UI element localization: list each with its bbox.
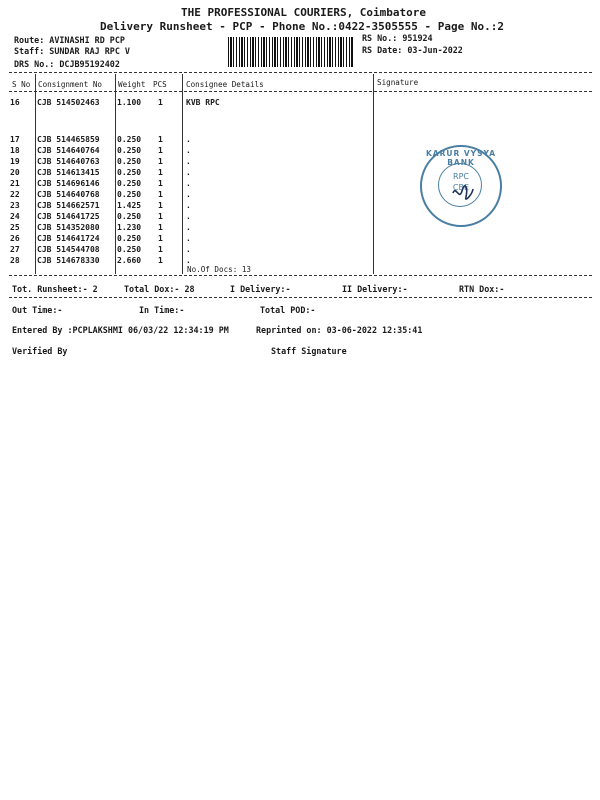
- stamp-ring-text: KARUR VYSYA BANK: [425, 149, 497, 167]
- row-sno: 21: [10, 179, 20, 188]
- row-details: .: [186, 168, 191, 177]
- row-sno: 26: [10, 234, 20, 243]
- row-consignment: CJB 514352080: [37, 223, 100, 232]
- row-details: .: [186, 234, 191, 243]
- row-consignment: CJB 514641724: [37, 234, 100, 243]
- row-pcs: 1: [158, 168, 163, 177]
- row-weight: 1.100: [117, 98, 142, 107]
- row-pcs: 1: [158, 201, 163, 210]
- col-divider: [182, 74, 183, 274]
- row-consignment: CJB 514640768: [37, 190, 100, 199]
- stamp-line-rpc: RPC: [453, 172, 469, 181]
- row-sno: 20: [10, 168, 20, 177]
- row-consignment: CJB 514544708: [37, 245, 100, 254]
- row-weight: 0.250: [117, 245, 142, 254]
- col-header-weight: Weight: [118, 80, 146, 89]
- row-weight: 0.250: [117, 190, 142, 199]
- rs-date: RS Date: 03-Jun-2022: [362, 45, 463, 55]
- total-dox: Total Dox:- 28: [124, 284, 195, 294]
- row-consignment: CJB 514678330: [37, 256, 100, 265]
- rtn-dox: RTN Dox:-: [459, 284, 505, 294]
- row-consignment: CJB 514465859: [37, 135, 100, 144]
- row-details: .: [186, 201, 191, 210]
- col-header-consignee: Consignee Details: [186, 80, 264, 89]
- table-bottom-rule: [9, 275, 592, 276]
- row-weight: 0.250: [117, 168, 142, 177]
- row-weight: 0.250: [117, 179, 142, 188]
- row-weight: 0.250: [117, 234, 142, 243]
- row-consignment: CJB 514640764: [37, 146, 100, 155]
- row-details: .: [186, 135, 191, 144]
- table-top-rule: [9, 72, 592, 73]
- staff-signature: Staff Signature: [271, 346, 347, 356]
- row-pcs: 1: [158, 212, 163, 221]
- tot-runsheet: Tot. Runsheet:- 2: [12, 284, 98, 294]
- row-details: .: [186, 157, 191, 166]
- row-sno: 28: [10, 256, 20, 265]
- col-divider: [35, 74, 36, 274]
- out-time: Out Time:-: [12, 305, 63, 315]
- row-sno: 22: [10, 190, 20, 199]
- reprinted-on: Reprinted on: 03-06-2022 12:35:41: [256, 325, 423, 335]
- row-weight: 1.230: [117, 223, 142, 232]
- runsheet-title: Delivery Runsheet - PCP - Phone No.:0422-3505555 - Page No.:2: [100, 20, 504, 33]
- row-sno: 23: [10, 201, 20, 210]
- row-weight: 0.250: [117, 146, 142, 155]
- in-time: In Time:-: [139, 305, 185, 315]
- row-sno: 24: [10, 212, 20, 221]
- row-pcs: 1: [158, 146, 163, 155]
- rs-number: RS No.: 951924: [362, 33, 433, 43]
- row-consignment: CJB 514662571: [37, 201, 100, 210]
- row-sno: 18: [10, 146, 20, 155]
- row-sno: 16: [10, 98, 20, 107]
- row-consignment: CJB 514613415: [37, 168, 100, 177]
- row-consignment: CJB 514641725: [37, 212, 100, 221]
- totals-rule: [9, 297, 592, 298]
- row-pcs: 1: [158, 98, 163, 107]
- total-pod: Total POD:-: [260, 305, 316, 315]
- company-title: THE PROFESSIONAL COURIERS, Coimbatore: [181, 6, 427, 19]
- stamp-line-cbe: CBE: [452, 183, 470, 192]
- col-header-pcs: PCS: [153, 80, 167, 89]
- row-pcs: 1: [158, 223, 163, 232]
- row-sno: 27: [10, 245, 20, 254]
- row-details: .: [186, 190, 191, 199]
- col-header-sno: S No: [12, 80, 31, 89]
- col-header-consignment: Consignment No: [38, 80, 103, 89]
- col-divider: [115, 74, 116, 274]
- row-weight: 1.425: [117, 201, 142, 210]
- row-pcs: 1: [158, 157, 163, 166]
- row-pcs: 1: [158, 190, 163, 199]
- row-sno: 17: [10, 135, 20, 144]
- col-divider: [373, 74, 374, 274]
- verified-by: Verified By: [12, 346, 68, 356]
- row-sno: 19: [10, 157, 20, 166]
- barcode: [228, 37, 354, 67]
- ii-delivery: II Delivery:-: [342, 284, 408, 294]
- row-details: .: [186, 245, 191, 254]
- row-consignment: CJB 514696146: [37, 179, 100, 188]
- signature-scribble-icon: [450, 183, 476, 205]
- row-details: .: [186, 146, 191, 155]
- row-consignment: CJB 514502463: [37, 98, 100, 107]
- row-pcs: 1: [158, 135, 163, 144]
- i-delivery: I Delivery:-: [230, 284, 291, 294]
- col-header-signature: Signature: [377, 78, 419, 87]
- row-sno: 25: [10, 223, 20, 232]
- row-pcs: 1: [158, 179, 163, 188]
- row-pcs: 1: [158, 234, 163, 243]
- row-weight: 0.250: [117, 157, 142, 166]
- drs-number: DRS No.: DCJB95192402: [14, 59, 120, 69]
- row-consignment: CJB 514640763: [37, 157, 100, 166]
- bank-stamp: [420, 145, 502, 227]
- row-weight: 0.250: [117, 135, 142, 144]
- row-pcs: 1: [158, 245, 163, 254]
- row-weight: 0.250: [117, 212, 142, 221]
- entered-by: Entered By :PCPLAKSHMI 06/03/22 12:34:19 PM: [12, 325, 229, 335]
- row-pcs: 1: [158, 256, 163, 265]
- table-header-rule: [9, 91, 592, 92]
- row-details: .: [186, 212, 191, 221]
- row-details: KVB RPC: [186, 98, 220, 107]
- no-of-docs: No.Of Docs: 13: [187, 265, 252, 274]
- route-label: Route: AVINASHI RD PCP: [14, 35, 125, 45]
- row-details: .: [186, 179, 191, 188]
- staff-label: Staff: SUNDAR RAJ RPC V: [14, 46, 130, 56]
- row-details: .: [186, 223, 191, 232]
- row-details: .: [186, 256, 191, 265]
- row-weight: 2.660: [117, 256, 142, 265]
